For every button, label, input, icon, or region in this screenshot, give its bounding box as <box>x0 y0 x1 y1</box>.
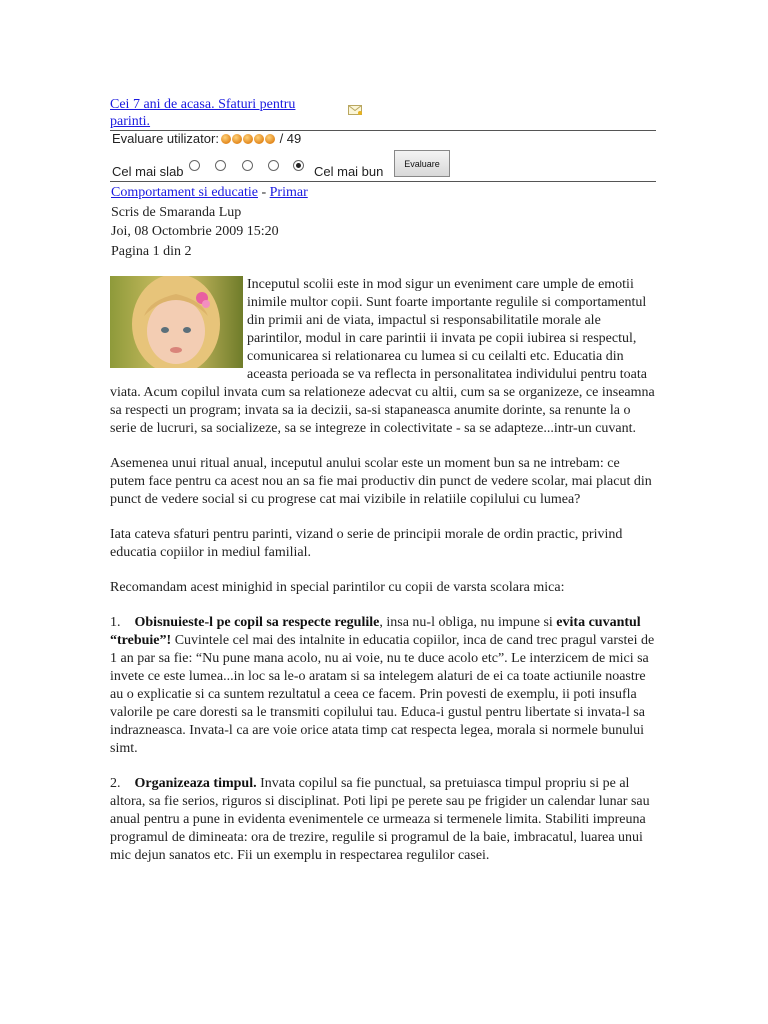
list-item-1: 1. Obisnuieste-l pe copil sa respecte regulile, insa nu-l obliga, nu impune si evita cuvantul “trebuie”! Cuvintele cel mai des intalnite in educatia copiilor, inca de cand trec pragul varstei de 1 an par sa fie: “Nu pune mana acolo, nu ai voie, nu te duce acolo etc”. Le interzicem de mici sa invete ce este lumea...in loc sa le-o aratam si sa intelegem alaturi de ei ca toate actiunile noastre au o explicatie si ca suntem rezultatul a ceea ce facem. Prin povesti de exemplu, ii poti insufla valorile pe care doresti sa le transmiti copilului tau. Educa-i gustul pentru libertate si invata-l sa indrazneasca. Invata-l ca are voie orice atata timp cat respecta legea, morala si normele bunului simt. <box>110 615 655 756</box>
vote-best-label: Cel mai bun <box>314 164 384 179</box>
date-line: Joi, 08 Octombrie 2009 15:20 <box>111 224 279 239</box>
rating-value: / 49 <box>279 131 302 146</box>
star-icon <box>243 134 253 144</box>
vote-radio-4[interactable] <box>268 160 279 171</box>
vote-radio-3[interactable] <box>242 160 253 171</box>
paragraph-intro: Inceputul scolii este in mod sigur un eveniment care umple de emotii inimile multor copii. Sunt foarte importante regulile si comportamentul din primii ani de viata, impactul si responsabilitatile morale ale parintilor, modul in care parintii ii invata pe copii iubirea si respectul, comunicarea si relationarea cu lumea si cu ceilalti etc. Educatia din aceasta perioada se va reflecta in personalitatea individului pentru toata viata. Acum copilul invata cum sa relationeze adecvat cu altii, cum sa se organizeze, ce inseamna sa respecti un program; invata sa ia decizii, sa-si stapaneasca anumite dorinte, sa renunte la o serie de lucruri, sa socializeze, sa se integreze in colectivitate - sa se adapteze...intr-un cuvant. <box>110 277 655 436</box>
paragraph-minighid: Recomandam acest minighid in special parintilor cu copii de varsta scolara mica: <box>110 580 565 595</box>
divider-bottom <box>110 181 656 182</box>
author-line: Scris de Smaranda Lup <box>111 205 242 220</box>
vote-radio-5[interactable] <box>293 160 304 171</box>
page-info: Pagina 1 din 2 <box>111 244 192 259</box>
title-row <box>110 96 656 130</box>
category-link[interactable]: Comportament si educatie <box>111 185 258 200</box>
list-item-2: 2. Organizeaza timpul. Invata copilul sa fie punctual, sa pretuiasca timpul propriu si pe al altora, sa fie serios, riguros si disciplinat. Poti lipi pe perete sau pe frigider un calendar lunar sau anual pentru a pune in evidenta evenimentele ce urmeaza si termenele limita. Stabiliti impreuna programul de dimineata: ora de trezire, regulile si programul de la baie, imbracatul, luarea unui mic dejun sanatos etc. Fii un exemplu in respectarea regulilor casei. <box>110 776 650 863</box>
paragraph-ritual: Asemenea unui ritual anual, inceputul anului scolar este un moment bun sa ne intrebam: ce putem face pentru ca acest nou an sa fie mai productiv din punct de vedere scolar, mai placut din punct de vedere social si cu progrese cat mai vizibile in relatiile copilului cu lumea? <box>110 456 652 507</box>
paragraph-sfaturi: Iata cateva sfaturi pentru parinti, vizand o serie de principii morale de ordin practic, privind educatia copiilor in mediul familial. <box>110 527 623 560</box>
star-icon <box>265 134 275 144</box>
breadcrumb <box>111 183 308 202</box>
mail-icon[interactable] <box>348 105 362 115</box>
vote-form <box>112 150 658 180</box>
vote-radio-2[interactable] <box>215 160 226 171</box>
vote-radio-1[interactable] <box>189 160 200 171</box>
article-body <box>110 276 656 882</box>
rating-label: Evaluare utilizator: <box>112 131 219 146</box>
vote-worst-label: Cel mai slab <box>112 164 184 179</box>
vote-submit-button[interactable]: Evaluare <box>394 150 450 177</box>
star-icon <box>221 134 231 144</box>
star-icon <box>232 134 242 144</box>
article-title-link[interactable]: Cei 7 ani de acasa. Sfaturi pentru parinti. <box>110 97 296 129</box>
subcategory-link[interactable]: Primar <box>269 185 308 200</box>
star-icon <box>254 134 264 144</box>
breadcrumb-separator: - <box>261 185 267 200</box>
rating-stars <box>221 132 276 148</box>
user-rating <box>112 131 301 148</box>
